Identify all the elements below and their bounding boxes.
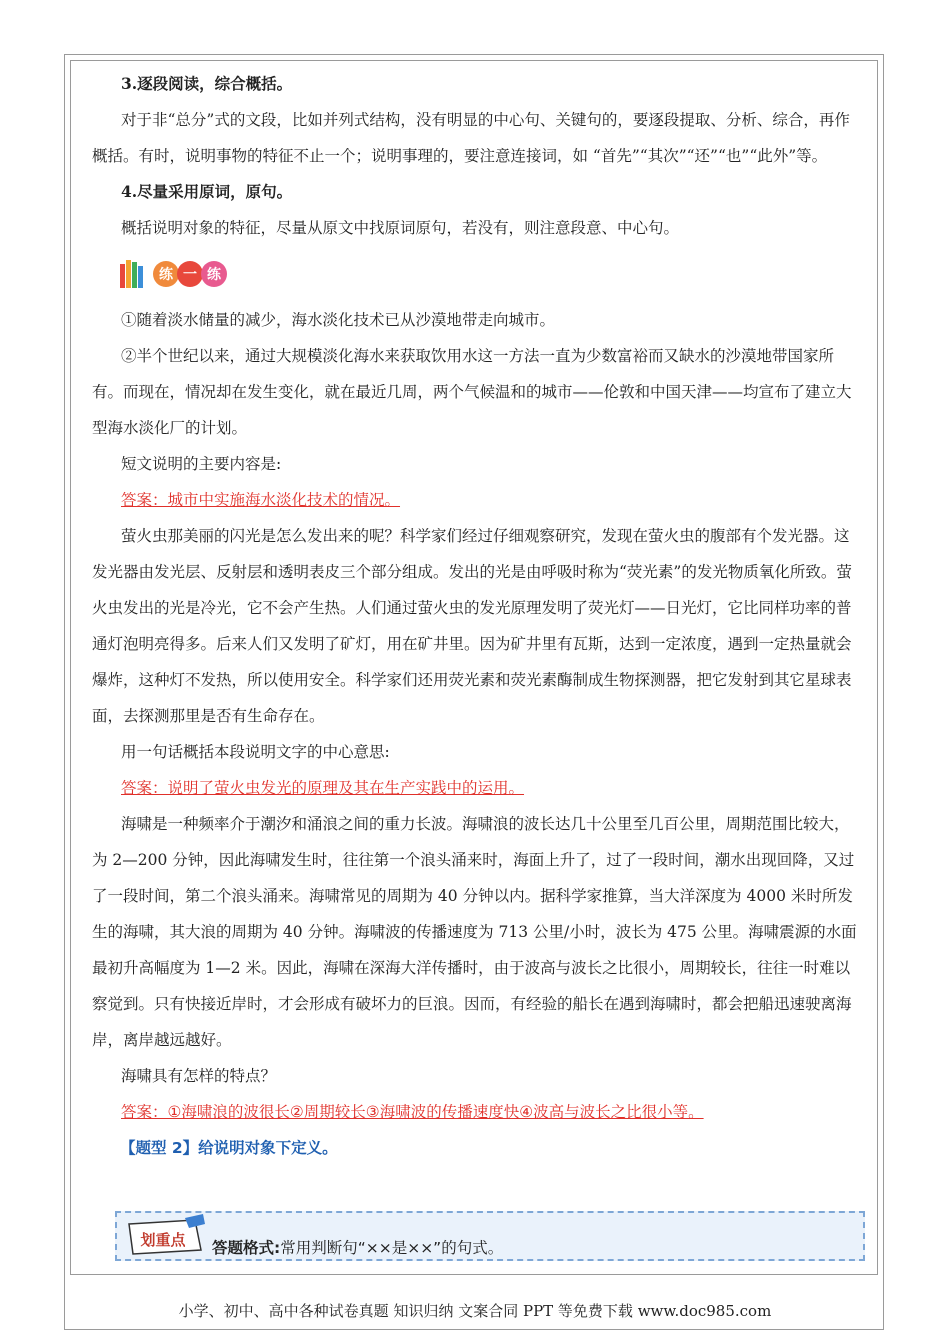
badge-char-2: 一 — [183, 267, 197, 283]
section3-heading: 3.逐段阅读，综合概括。 — [121, 74, 293, 93]
key-point-stamp-icon — [125, 1214, 207, 1258]
section3-body: 对于非“总分”式的文段，比如并列式结构，没有明显的中心句、关键句的，要逐段提取、分析、综合，再作概括。有时，说明事物的特征不止一个；说明事理的，要注意连接词，如 “首先”“其次”“还”“也”“此外”等。 — [92, 111, 850, 165]
document-body — [92, 66, 864, 1166]
stamp-text: 划重点 — [140, 1231, 186, 1249]
section4-heading: 4.尽量采用原词，原句。 — [121, 182, 293, 201]
question-type-2-heading: 【题型 2】给说明对象下定义。 — [120, 1139, 338, 1157]
exercise1-line2: ②半个世纪以来，通过大规模淡化海水来获取饮用水这一方法一直为少数富裕而又缺水的沙漠地带国家所有。而现在，情况却在发生变化，就在最近几周，两个气候温和的城市——伦敦和中国天津——均宣布了建立大型海水淡化厂的计划。 — [92, 347, 852, 437]
exercise3-answer: 答案：①海啸浪的波很长②周期较长③海啸波的传播速度快④波高与波长之比很小等。 — [121, 1103, 704, 1121]
exercise2-answer: 答案：说明了萤火虫发光的原理及其在生产实践中的运用。 — [121, 779, 525, 797]
badge-char-3: 练 — [207, 267, 221, 283]
key-point-text — [212, 1236, 503, 1258]
key-point-content: 常用判断句“××是××”的句式。 — [280, 1239, 504, 1257]
exercise2-question: 用一句话概括本段说明文字的中心意思: — [121, 743, 390, 761]
exercise2-passage: 萤火虫那美丽的闪光是怎么发出来的呢？科学家们经过仔细观察研究，发现在萤火虫的腹部有个发光器。这发光器由发光层、反射层和透明表皮三个部分组成。发出的光是由呼吸时称为“荧光素”的发光物质氧化所致。萤火虫发出的光是冷光，它不会产生热。人们通过萤火虫的发光原理发明了荧光灯——日光灯，它比同样功率的普通灯泡明亮得多。后来人们又发明了矿灯，用在矿井里。因为矿井里有瓦斯，达到一定浓度，遇到一定热量就会爆炸，这种灯不发热，所以使用安全。科学家们还用荧光素和荧光素酶制成生物探测器，把它发射到其它星球表面，去探测那里是否有生命存在。 — [92, 527, 852, 725]
practice-badge-icon — [118, 256, 228, 292]
practice-badge-row — [92, 246, 864, 302]
badge-char-1: 练 — [159, 267, 173, 283]
exercise1-line1: ①随着淡水储量的减少，海水淡化技术已从沙漠地带走向城市。 — [121, 311, 556, 329]
key-point-label: 答题格式: — [212, 1239, 281, 1257]
exercise3-passage: 海啸是一种频率介于潮汐和涌浪之间的重力长波。海啸浪的波长达几十公里至几百公里，周期范围比较大，为 2—200 分钟，因此海啸发生时，往往第一个浪头涌来时，海面上升了，过了一段时间，潮水出现回降，又过了一段时间，第二个浪头涌来。海啸常见的周期为 40 分钟以内。据科学家推算，当大洋深度为 4000 米时所发生的海啸，其大浪的周期为 40 分钟。海啸波的传播速度为 713 公里/小时，波长为 475 公里。海啸震源的水面最初升高幅度为 1—2 米。因此，海啸在深海大洋传播时，由于波高与波长之比很小，周期较长，往往一时难以察觉到。只有快接近岸时，才会形成有破坏力的巨浪。因而，有经验的船长在遇到海啸时，都会把船迅速驶离海岸，离岸越远越好。 — [92, 815, 857, 1049]
exercise1-question: 短文说明的主要内容是: — [121, 455, 282, 473]
exercise1-answer: 答案：城市中实施海水淡化技术的情况。 — [121, 491, 401, 509]
section4-body: 概括说明对象的特征，尽量从原文中找原词原句，若没有，则注意段意、中心句。 — [121, 219, 680, 237]
exercise3-question: 海啸具有怎样的特点？ — [121, 1067, 277, 1085]
page-footer: 小学、初中、高中各种试卷真题 知识归纳 文案合同 PPT 等免费下载 www.doc985.com — [178, 1302, 772, 1320]
